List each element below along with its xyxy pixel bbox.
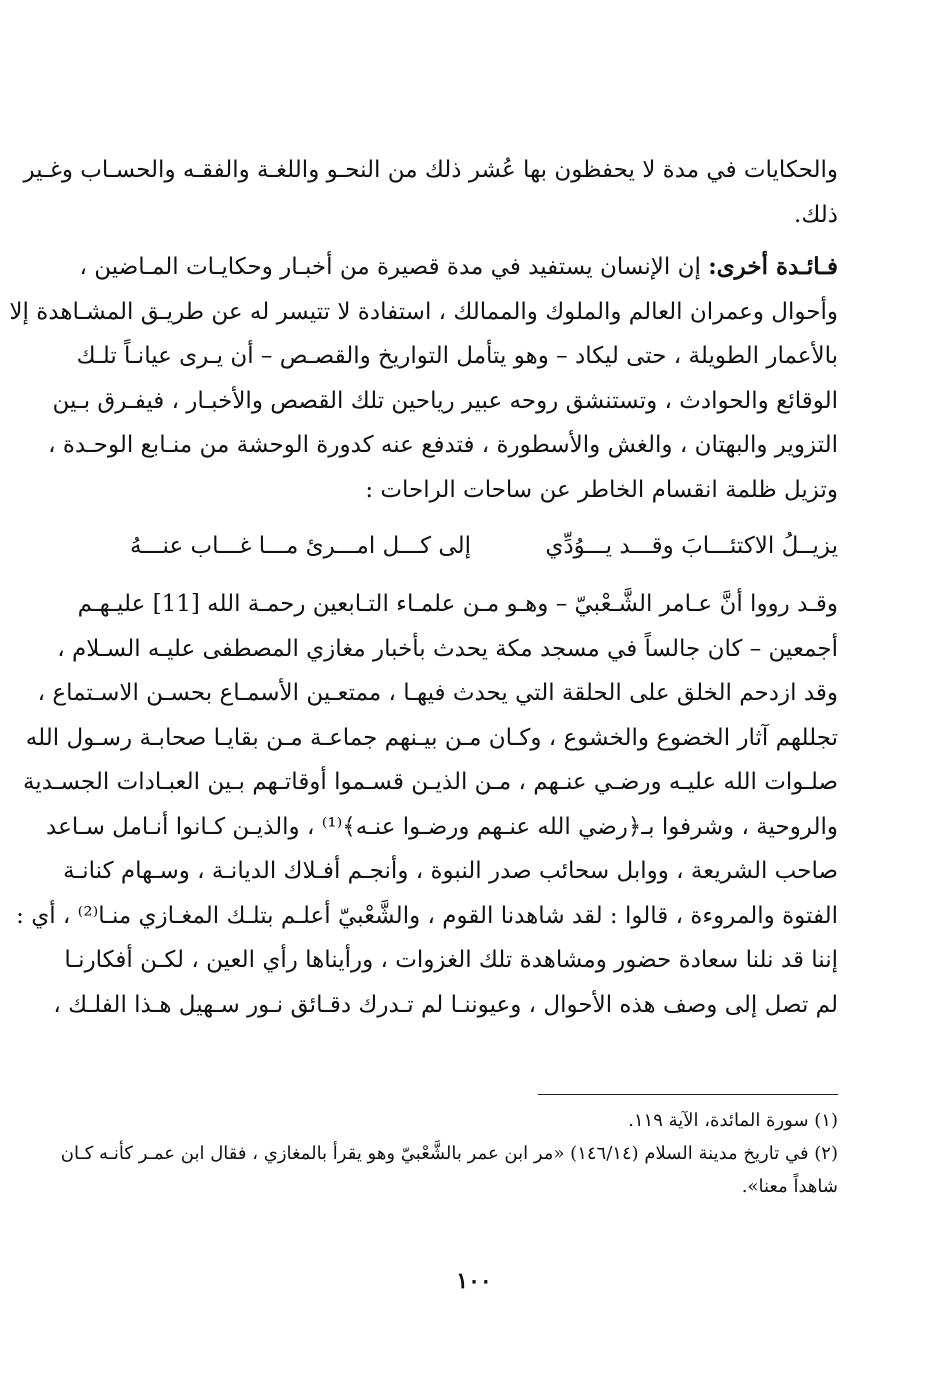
footnote-2-line-1: (٢) في تاريخ مدينة السلام (١٤٦/١٤) «مر ابن عمر بالشَّعْبيّ وهو يقرأ بالمغازي ، فقال ابن عمـر كأنـه كـان — [60, 1143, 838, 1164]
verse-hemistich-2: إلى كـــل امـــرئ مـــا غـــاب عنـــهُ — [130, 533, 471, 559]
paragraph-1-line-2: ذلك. — [794, 201, 838, 228]
paragraph-3-line-1: وقـد رووا أنَّ عـامر الشَّـعْبيّ – وهـو مـن علمـاء التـابعين رحمـة الله [11] عليـهـم — [77, 591, 838, 617]
page-number: ١٠٠ — [456, 1268, 492, 1294]
footnote-1 — [110, 1104, 838, 1137]
paragraph-2-line-1 — [79, 245, 838, 290]
paragraph-2 — [9, 245, 838, 512]
paragraph-2-line-2: وأحوال وعمران العالم والملوك والممالك ، استفادة لا تتيسر له عن طريـق المشـاهدة إلا — [9, 298, 838, 325]
verse-hemistich-1: يزيــلُ الاكتئـــابَ وقـــد يـــوُدِّي — [545, 533, 838, 559]
paragraph-3-line-10: لم تصل إلى وصف هذه الأحوال ، وعيوننـا لم تـدرك دقـائق نـور سـهيل هـذا الفلـك ، — [53, 991, 838, 1018]
paragraph-2-line-1-rest: إن الإنسان يستفيد في مدة قصيرة من أخبـار وحكايـات المـاضين ، — [79, 254, 709, 280]
paragraph-2-line-5: التزوير والبهتان ، والغش والأسطورة ، فتدفع عنه كدورة الوحشة من منـابع الوحـدة ، — [48, 432, 838, 458]
paragraph-2-lead: فـائـدة أخرى: — [708, 253, 838, 280]
paragraph-3-line-2: أجمعين – كان جالساً في مسجد مكة يحدث بأخبار مغازي المصطفى عليـه السـلام ، — [57, 635, 838, 662]
footnotes — [60, 1104, 838, 1203]
paragraph-2-line-6: وتزيل ظلمة انقسام الخاطر عن ساحات الراحات : — [365, 476, 838, 503]
paragraph-1 — [23, 148, 838, 237]
paragraph-3 — [16, 582, 838, 1027]
paragraph-2-line-3: بالأعمار الطويلة ، حتى ليكاد – وهو يتأمل التواريخ والقصـص – أن يـرى عيانـاً تلـك — [76, 343, 838, 369]
footnote-2-line-2: شاهداً معنا». — [741, 1176, 838, 1197]
paragraph-3-line-6: والروحية ، وشرفوا بـ﴿رضي الله عنـهم ورضـوا عنـه﴾⁽¹⁾ ، والذيـن كـانوا أنـامل سـاعد — [46, 813, 838, 840]
page-body — [9, 148, 838, 1027]
paragraph-3-line-4: تجللهم آثار الخضوع والخشوع ، وكـان مـن بيـنهم جماعـة مـن بقايـا صحابـة رسـول الله — [25, 724, 838, 751]
footnote-2 — [60, 1137, 838, 1203]
paragraph-3-line-5: صلـوات الله عليـه ورضـي عنـهم ، مـن الذيـن قسـموا أوقاتـهم بـين العبـادات الجسـدية — [22, 769, 838, 795]
footnote-1-line-1: (١) سورة المائدة، الآية ١١٩. — [628, 1110, 838, 1131]
paragraph-3-line-7: صاحب الشريعة ، ووابل سحائب صدر النبوة ، وأنجـم أفـلاك الديانـة ، وسـهام كنانـة — [63, 858, 838, 884]
footnote-separator-line — [538, 1094, 838, 1095]
paragraph-3-line-3: وقد ازدحم الخلق على الحلقة التي يحدث فيهـا ، ممتعـين الأسمـاع بحسـن الاسـتماع ، — [37, 680, 838, 706]
paragraph-1-line-1: والحكايات في مدة لا يحفظون بها عُشر ذلك من النحـو واللغـة والفقـه والحسـاب وغـير — [23, 157, 838, 183]
paragraph-2-line-4: الوقائع والحوادث ، وتستنشق روحه عبير رياحين تلك القصص والأخبـار ، فيفـرق بـين — [52, 387, 838, 414]
paragraph-3-line-8: الفتوة والمروءة ، قالوا : لقد شاهدنا القوم ، والشَّعْبيّ أعلـم بتلـك المغـازي منـا⁽²⁾ ، أي : — [16, 902, 838, 929]
poem-verse — [110, 524, 838, 568]
paragraph-3-line-9: إننا قد نلنا سعادة حضور ومشاهدة تلك الغزوات ، ورأيناها رأي العين ، لكـن أفكارنـا — [64, 947, 838, 973]
